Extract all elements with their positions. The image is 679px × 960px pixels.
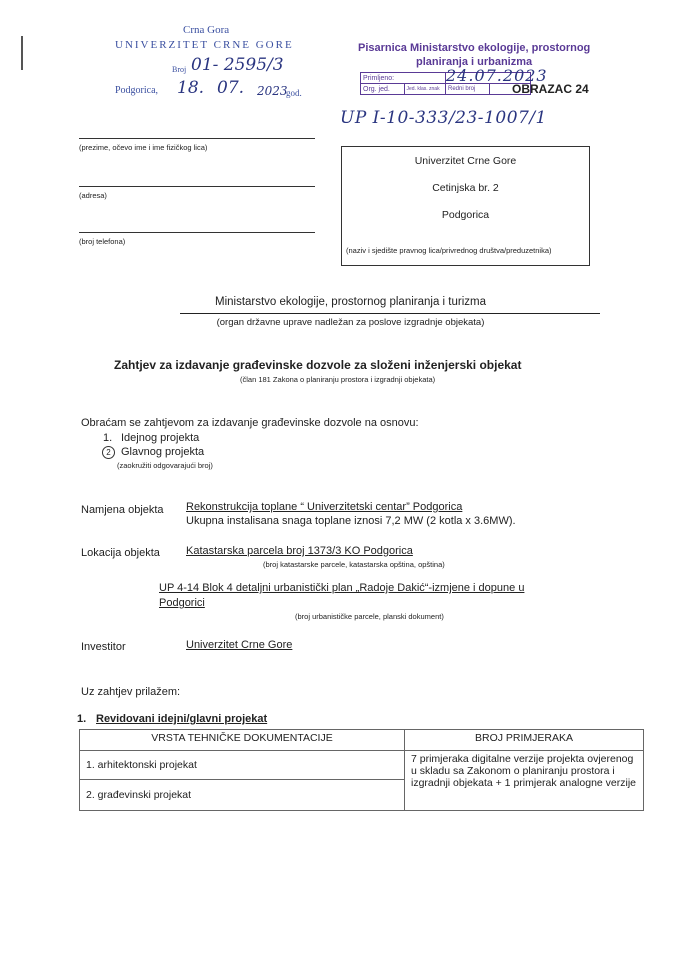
table-row — [80, 751, 644, 780]
table-row-architecture: 1. arhitektonski projekat — [80, 751, 405, 780]
pisarnica-stamp — [340, 40, 608, 140]
documentation-table — [79, 729, 644, 811]
basis-item-2-circled-number — [102, 446, 115, 459]
basis-caption: (zaokružiti odgovarajući broj) — [117, 461, 213, 470]
stamp-line-1: Crna Gora — [183, 24, 230, 36]
primljeno-value: 24.07.2023 — [446, 66, 548, 85]
page-subtitle: (član 181 Zakona o planiranju prostora i izgradnji objekata) — [240, 375, 436, 384]
basis-item-1-number: 1. — [103, 432, 113, 444]
legal-entity-street: Cetinjska br. 2 — [432, 182, 499, 194]
investitor-label: Investitor — [81, 641, 126, 653]
stamp-date-year: 2023 — [257, 84, 288, 98]
authority-line — [180, 313, 600, 314]
pisarnica-line-1: Pisarnica Ministarstvo ekologije, prostornog — [358, 42, 591, 54]
phone-line — [79, 232, 315, 233]
investitor-value: Univerzitet Crne Gore — [186, 639, 293, 651]
lokacija-label: Lokacija objekta — [81, 547, 160, 559]
lokacija-caption: (broj katastarske parcele, katastarska opština, opština) — [263, 560, 445, 569]
legal-entity-caption: (naziv i sjedište pravnog lica/privrednog društva/preduzetnika) — [346, 246, 552, 255]
authority-caption: (organ državne uprave nadležan za poslove izgradnje objekata) — [216, 317, 485, 328]
attachments-intro: Uz zahtjev prilažem: — [81, 686, 181, 698]
stamp-line-2: UNIVERZITET CRNE GORE — [115, 39, 294, 51]
lokacija-value: Katastarska parcela broj 1373/3 KO Podgorica — [186, 545, 413, 557]
stamp-date-day: 18. — [177, 78, 205, 98]
col-redni-label: Redni broj — [446, 84, 490, 95]
address-caption: (adresa) — [79, 191, 107, 200]
section-title: Revidovani idejni/glavni projekat — [96, 713, 268, 725]
basis-item-1: Idejnog projekta — [121, 432, 200, 444]
table-header-copies: BROJ PRIMJERAKA — [405, 730, 644, 751]
stamp-broj-value: 01- 2595/3 — [191, 55, 284, 75]
section-number: 1. — [77, 713, 87, 725]
address-line — [79, 186, 315, 187]
basis-intro: Obraćam se zahtjevom za izdavanje građevinske dozvole na osnovu: — [81, 417, 419, 429]
basis-item-2: Glavnog projekta — [121, 446, 205, 458]
authority-name: Ministarstvo ekologije, prostornog planiranja i turizma — [214, 296, 486, 308]
col-jed-label: Jed. klas. znak — [404, 84, 446, 95]
table-copies-cell: 7 primjeraka digitalne verzije projekta ovjerenog u skladu sa Zakonom o planiranju prostora i izgradnji objekata + 1 primjerak analogne verzije — [405, 751, 644, 811]
namjena-line-2: Ukupna instalisana snaga toplane iznosi 7,2 MW (2 kotla x 3.6MW). — [186, 515, 516, 527]
primljeno-label: Primljeno: — [361, 73, 446, 84]
col-org-label: Org. jed. — [361, 84, 405, 95]
phone-caption: (broj telefona) — [79, 237, 126, 246]
stamp-place-label: Podgorica, — [115, 85, 159, 96]
stamp-date-month: 07. — [217, 78, 245, 98]
margin-mark — [21, 36, 23, 70]
plan-line-1: UP 4-14 Blok 4 detaljni urbanistički plan „Radoje Dakić“-izmjene i dopune u — [159, 582, 525, 594]
table-row-construction: 2. građevinski projekat — [80, 780, 405, 811]
basis-item-2-number: 2 — [106, 448, 111, 457]
table-header-type: VRSTA TEHNIČKE DOKUMENTACIJE — [80, 730, 405, 751]
namjena-line-1: Rekonstrukcija toplane “ Univerzitetski centar” Podgorica — [186, 501, 463, 513]
plan-caption: (broj urbanističke parcele, planski dokument) — [295, 612, 444, 621]
stamp-god-label: god. — [286, 88, 302, 98]
plan-line-2: Podgorici — [159, 597, 205, 609]
university-stamp — [105, 22, 320, 107]
legal-entity-box — [341, 146, 590, 266]
legal-entity-city: Podgorica — [441, 209, 490, 221]
table-header-row — [80, 730, 644, 751]
name-caption: (prezime, očevo ime i ime fizičkog lica) — [79, 143, 208, 152]
handwritten-case-number: UP I-10-333/23-1007/1 — [340, 108, 547, 128]
name-line — [79, 138, 315, 139]
obrazac-label: OBRAZAC 24 — [512, 82, 589, 96]
namjena-label: Namjena objekta — [81, 504, 164, 516]
page-title: Zahtjev za izdavanje građevinske dozvole za složeni inženjerski objekat — [114, 358, 522, 372]
legal-entity-name: Univerzitet Crne Gore — [414, 155, 517, 167]
pisarnica-line-2: planiranja i urbanizma — [416, 56, 533, 68]
stamp-broj-label: Broj — [172, 65, 187, 74]
